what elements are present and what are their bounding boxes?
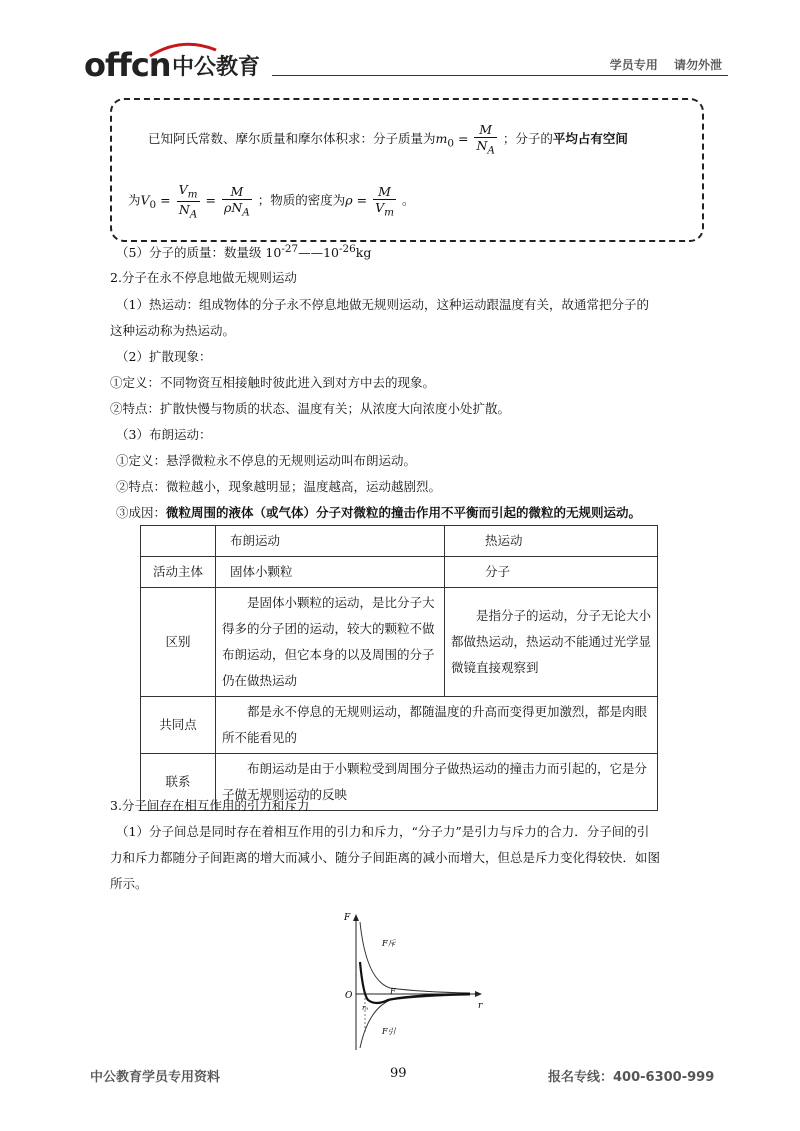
paragraph-line: （1）分子间总是同时存在着相互作用的引力和斥力，“分子力”是引力与斥力的合力．分子间的引: [116, 824, 650, 839]
fraction-M-NA: [474, 122, 496, 157]
paragraph-line: ①定义：悬浮微粒永不停息的无规则运动叫布朗运动。: [116, 453, 417, 468]
sub-A: A: [487, 144, 495, 157]
text: （5）分子的质量：数量级 10: [116, 245, 282, 261]
tag-students-only: 学员专用: [609, 58, 658, 72]
table-cell: [216, 588, 445, 697]
denominator: ρN: [223, 199, 243, 215]
cell-text: 布朗运动是由于小颗粒受到周围分子做热运动的撞击力而引起的，它是分子做无规则运动的反映: [222, 761, 648, 802]
table-row-label: 区别: [141, 588, 216, 697]
equals: =: [457, 130, 469, 146]
text: ——10: [298, 245, 340, 261]
section-3-heading: 3.分子间存在相互作用的引力和斥力: [110, 798, 310, 813]
formula-line-2: [128, 182, 415, 220]
paragraph-line: （1）热运动：组成物体的分子永不停息地做无规则运动，这种运动跟温度有关，故通常把分子的: [116, 297, 649, 312]
table-cell: [141, 526, 216, 557]
tag-no-leak: 请勿外泄: [673, 58, 722, 72]
cell-text: 是指分子的运动，分子无论大小都做热运动，热运动不能通过光学显微镜直接观察到: [451, 608, 652, 675]
numerator: M: [474, 122, 496, 138]
page-header: [84, 38, 730, 82]
cell-text: 是固体小颗粒的运动，是比分子大得多的分子团的运动，较大的颗粒不做布朗运动，但它本身的以及周围的分子仍在做热运动: [222, 595, 435, 688]
footer-left: 中公教育学员专用资料: [90, 1070, 221, 1085]
header-rule: [272, 75, 728, 76]
table-cell: 固体小颗粒: [216, 557, 445, 588]
subheading: （3）布朗运动：: [116, 427, 212, 442]
table-row: [141, 526, 658, 557]
net-force-label: F: [390, 987, 396, 996]
footer-right: 报名专线：400-6300-999: [548, 1070, 715, 1085]
repulsive-curve: [360, 922, 470, 993]
sub-0: 0: [149, 199, 157, 211]
table-header-thermal: 热运动: [445, 526, 658, 557]
formula-text: ；物质的密度为: [257, 192, 346, 208]
mass-line: [116, 243, 371, 261]
origin-label: O: [345, 991, 353, 1001]
denominator: V: [375, 199, 385, 215]
var-m: m: [435, 130, 448, 146]
var-V: V: [140, 192, 150, 208]
axis-label-F: F: [344, 913, 351, 923]
formula-text: 为: [128, 192, 141, 208]
fraction-M-Vm: [373, 184, 396, 219]
equals: =: [205, 192, 216, 208]
repulsive-label: F斥: [382, 939, 396, 948]
table-cell: 分子: [445, 557, 658, 588]
numerator: M: [222, 184, 252, 200]
text: kg: [355, 245, 372, 261]
logo-text: offcn: [84, 46, 171, 84]
cell-text: 都是永不停息的无规则运动，都随温度的升高而变得更加激烈，都是肉眼所不能看见的: [222, 704, 648, 745]
equals: =: [356, 192, 368, 208]
paragraph-line: 所示。: [110, 876, 148, 891]
paragraph-line: ②特点：扩散快慢与物质的状态、温度有关；从浓度大向浓度小处扩散。: [110, 401, 511, 416]
formula-text: ；分子的: [502, 130, 553, 146]
formula-text: 。: [402, 192, 415, 208]
header-tags: [598, 56, 722, 73]
numerator: M: [373, 184, 396, 200]
subheading: （2）扩散现象：: [116, 349, 212, 364]
formula-text: 已知阿氏常数、摩尔质量和摩尔体积求：分子质量为: [148, 130, 436, 146]
exponent: -27: [281, 243, 299, 255]
text: ③成因：: [116, 505, 167, 520]
formula-line-1: [148, 122, 628, 157]
table-row: [141, 697, 658, 754]
var-rho: ρ: [345, 192, 353, 208]
axis-label-r: r: [478, 1001, 483, 1011]
net-force-curve: [360, 962, 470, 1003]
sub-0: 0: [447, 137, 454, 150]
x-axis-arrow-icon: [475, 991, 482, 997]
y-axis-arrow-icon: [353, 914, 359, 921]
bold-text: 微粒周围的液体（或气体）分子对微粒的撞击作用不平衡而引起的微粒的无规则运动。: [166, 505, 642, 520]
sub-m: m: [187, 188, 198, 201]
fraction-M-rhoNA: [222, 184, 252, 219]
logo-cn-text: 中公教育: [172, 55, 261, 80]
section-2-heading: 2.分子在永不停息地做无规则运动: [110, 270, 297, 285]
table-header-brown: 布朗运动: [216, 526, 445, 557]
table-row: [141, 557, 658, 588]
sub-A: A: [189, 208, 198, 220]
denominator: N: [476, 138, 488, 153]
table-row-label: 联系: [141, 754, 216, 811]
paragraph-line: [116, 503, 641, 521]
table-cell: [445, 588, 658, 697]
exponent: -26: [339, 243, 356, 255]
formula-box: [110, 98, 704, 242]
force-distance-diagram: [330, 910, 490, 1058]
sub-m: m: [384, 206, 395, 219]
denominator: N: [178, 201, 190, 217]
table-cell: [216, 697, 658, 754]
fraction-Vm-NA: [177, 182, 200, 220]
comparison-table: [140, 525, 658, 811]
paragraph-line: 力和斥力都随分子间距离的增大而减小、随分子间距离的减小而增大，但总是斥力变化得较快．如图: [110, 850, 661, 865]
paragraph-line: 这种运动称为热运动。: [110, 323, 236, 338]
paragraph-line: ①定义：不同物资互相接触时彼此进入到对方中去的现象。: [110, 375, 436, 390]
table-row-label: 共同点: [141, 697, 216, 754]
table-row-label: 活动主体: [141, 557, 216, 588]
numerator: V: [178, 182, 188, 197]
sub-A: A: [242, 206, 250, 219]
paragraph-line: ②特点：微粒越小，现象越明显；温度越高，运动越剧烈。: [116, 479, 442, 494]
attractive-label: F引: [382, 1027, 396, 1036]
equals: =: [160, 192, 171, 208]
bold-term: 平均占有空间: [552, 130, 628, 146]
r0-label: r₀: [362, 1004, 369, 1012]
table-row: [141, 588, 658, 697]
page-number: 99: [390, 1066, 407, 1081]
